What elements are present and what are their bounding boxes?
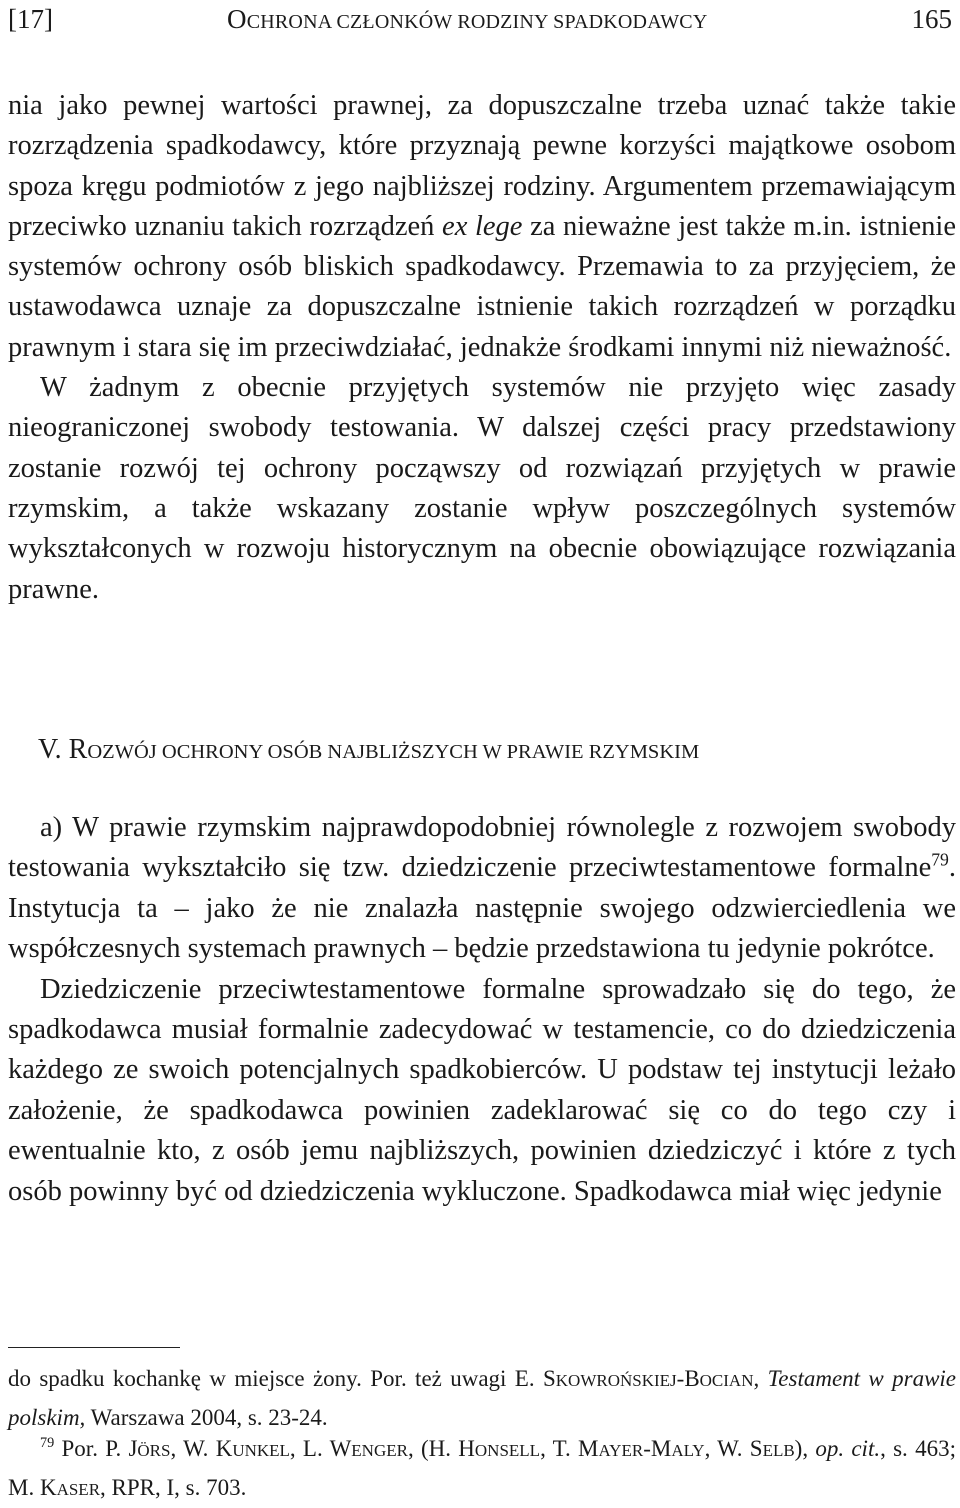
- section-heading: V. ROZWÓJ OCHRONY OSÓB NAJBLIŻSZYCH W PRAWIE RZYMSKIM: [38, 734, 700, 765]
- footnote-79: $^{79}$ Por. P. JÖRS, W. KUNKEL, L. WENGER, (H. HONSELL, T. MAYER-MALY, W. SELB), op. cit., s. 463; M. KASER, RPR, I, s. 703.: [8, 1435, 956, 1500]
- running-header: [8, 4, 952, 34]
- footnote-continuation: do spadku kochankę w miejsce żony. Por. też uwagi E. SKOWROŃSKIEJ-BOCIAN, Testament w prawie polskim, Warszawa 2004, s. 23-24.: [8, 1366, 957, 1430]
- paragraph: Dziedziczenie przeciwtestamentowe formalne sprowadzało się do tego, że spadkodawca musiał formalnie zadecydować w testamencie, co do dziedziczenia każdego ze swoich potencjalnych spadkobierców. U podstaw tej instytucji leżało założenie, że spadkodawca powinien zadeklarować się co do tego czy i ewentualnie kto, z osób jemu najbliższych, powinien dziedziczyć i które z tych osób powinny być od dziedziczenia wykluczone. Spadkodawca miał więc jedynie: [8, 973, 956, 1207]
- paragraph-continuation: nia jako pewnej wartości prawnej, za dopuszczalne trzeba uznać także takie rozrządzenia spadkodawcy, które przyznają pewne korzyści majątkowe osobom spoza kręgu podmiotów z jego najbliższej rodziny. Argumentem przemawiającym przeciwko uznaniu takich rozrządzeń ex lege za nieważne jest także m.in. istnienie systemów ochrony osób bliskich spadkodawcy. Przemawia to za przyjęciem, że ustawodawca uznaje za dopuszczalne istnienie takich rozrządzeń w porządku prawnym i stara się im przeciwdziałać, jednakże środkami innymi niż nieważność.: [8, 90, 956, 363]
- paragraph: a) W prawie rzymskim najprawdopodobniej równolegle z rozwojem swobody testowania wykształciło się tzw. dziedziczenie przeciwtestamentowe formalne$^{79}$. Instytucja ta – jako że nie znalazła następnie swojego odzwierciedlenia we współczesnych systemach prawnych – będzie przedstawiona tu jedynie pokrótce.: [8, 812, 956, 965]
- paragraph: W żadnym z obecnie przyjętych systemów nie przyjęto więc zasady nieograniczonej swobody testowania. W dalszej części pracy przedstawiony zostanie rozwój tej ochrony począwszy od rozwiązań przyjętych w prawie rzymskim, a także wskazany zostanie wpływ poszczególnych systemów wykształconych w rozwoju historycznym na obecnie obowiązujące rozwiązania prawne.: [8, 372, 956, 605]
- page-number: 165: [911, 4, 952, 34]
- section-number: [17]: [8, 4, 53, 34]
- op-cit: op. cit.: [815, 1436, 881, 1461]
- running-title: OCHRONA CZŁONKÓW RODZINY SPADKODAWCY: [227, 4, 708, 34]
- footnote-number: 79: [40, 1435, 55, 1452]
- footnote-separator: [8, 1347, 180, 1348]
- book-title: Testament w prawie polskim,: [8, 1366, 957, 1430]
- body-text-lower: [8, 808, 956, 1212]
- body-text-upper: [8, 86, 956, 610]
- footnote-reference: 79: [931, 849, 949, 870]
- latin-phrase: ex lege: [442, 210, 523, 242]
